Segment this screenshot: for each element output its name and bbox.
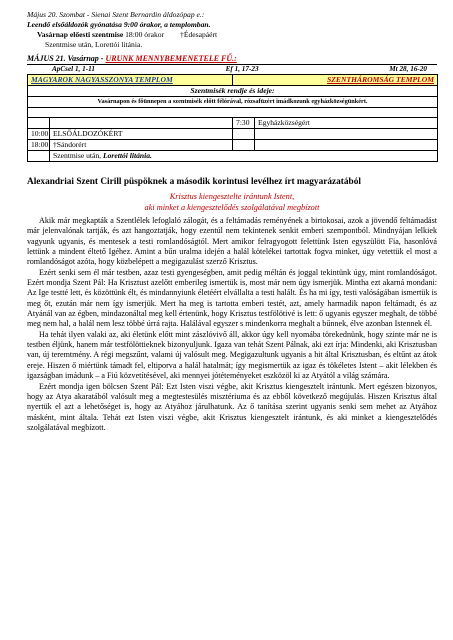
schedule-time: 10:00 (28, 129, 50, 140)
schedule-note-spacer (28, 151, 50, 162)
mass-schedule-table (27, 74, 438, 162)
saturday-title: Május 20. Szombat - Sienai Szent Bernardin áldozópap e.: (27, 10, 205, 19)
schedule-order-note: Vasárnapon és főünnepen a szentmisék előtt félórával, rózsafüzért imádkozunk egyházközségünkért. (28, 97, 438, 108)
eve-mass-intention: †Édesapáért (180, 30, 218, 39)
article-subtitle-line-2: aki minket a kiengesztelődés szolgálatával megbízott (144, 202, 320, 212)
sunday-date: MÁJUS 21. Vasárnap - (27, 54, 106, 63)
reading-gospel: Mt 28, 16-20 (389, 65, 427, 73)
schedule-text: †Sándorért (50, 140, 233, 151)
after-note-prefix: Szentmise után, (53, 151, 103, 160)
eve-mass-after-note: Szentmise után, Lorettói litánia. (45, 40, 143, 49)
schedule-time-right (233, 140, 255, 151)
confession-notice: Leendő elsőáldozók gyónatása 9:00 órakor, a templomban. (27, 20, 211, 29)
schedule-text: ELSŐÁLDOZÓKÉRT (50, 129, 233, 140)
schedule-text-right (255, 140, 438, 151)
schedule-text (50, 118, 233, 129)
schedule-order-heading: Szentmisék rendje és ideje: (28, 86, 438, 97)
schedule-time: 18:00 (28, 140, 50, 151)
schedule-time-right (233, 129, 255, 140)
schedule-text-right: Egyházközségért (255, 118, 438, 129)
eve-mass-time: 18:00 órakor (123, 30, 165, 39)
article-title: Alexandriai Szent Cirill püspöknek a második korintusi levélhez írt magyarázatából (27, 177, 361, 187)
article-paragraph: Akik már megkapták a Szentlélek lefoglaló zálogát, és a feltámadás reményének a birtokosai, azok a jövendő feltámadást már jelenvalónak tartják, és azt hangoztatják, hogy ezentúl nem tekintenek senkit emberi szempontból. Mindnyájan lelkiek vagyunk ugyanis, és mentesek a testi romlandóságtól. Mert amikor felragyogott felettünk Isten egyszülött Fia, hasonlóvá lettünk a mindent éltető Igéhez. Amint a bűn uralma idején a halál kötelékei tartottak fogva minket, úgy vetettük el most a romlandóságot azóta, hogy közbelépett a megigazulást szerző Krisztus. (27, 216, 437, 267)
article-paragraph: Ezért mondja igen bölcsen Szent Pál: Ezt Isten viszi végbe, akit Krisztus kiengesztelt irántunk. Mert egészen bizonyos, hogy az Atya akaratából valósult meg a megtestesülés misztériuma és az ebből következő megújulás. Hiszen Krisztus által nyertük el azt a lehetőséget is, hogy az Atyához járulhatunk. Az ő tanítása szerint ugyanis senki sem mehet az Atyához másként, mint általa. Tehát ezt Isten viszi végbe, akit Krisztus kiengesztelt irántunk, és aki minket a kiengesztelődés szolgálatával megbízott. (27, 381, 437, 432)
schedule-row (28, 129, 438, 140)
reading-second: Ef 1, 17-23 (225, 65, 259, 73)
schedule-row (28, 118, 438, 129)
eve-mass-line (27, 30, 437, 40)
article-paragraph: Ha tehát ilyen valaki az, aki életünk előtt mint zászlóvivő áll, akkor úgy kell nyomába törekednünk, hogy szinte már ne is testben éljünk, hanem már testfölöttieknek bizonyuljunk. Igaza van tehát Szent Pálnak, aki ezt írja: Mindenki, aki Krisztusban van, új teremtmény. A régi megszűnt, valami új valósult meg. Megigazultunk ugyanis a hit által Krisztusban, és eltűnt az átok ereje. Hiszen ő miértünk támadt fel, eltiporva a halál hatalmát; így megismertük az igaz és tökéletes Istent – akit lélekben és igazságban imádunk – a Fiú közvetítésével, aki mennyei jótéteményeket eszközöl ki az Atyától a világ számára. (27, 329, 437, 381)
sunday-readings (27, 64, 437, 74)
church-left-name: MAGYAROK NAGYASSZONYA TEMPLOM (28, 75, 233, 86)
after-note-litany: Lorettói litánia. (102, 151, 152, 160)
sunday-heading (27, 54, 437, 64)
church-right-name: SZENTHÁROMSÁG TEMPLOM (233, 75, 438, 86)
bulletin-page (27, 10, 437, 433)
article-subtitle (27, 192, 437, 213)
sunday-feast: URUNK MENNYBEMENETELE FŰ.: (105, 54, 237, 63)
article-subtitle-line-1: Krisztus kiengesztelte irántunk Istent, (169, 192, 295, 201)
schedule-row (28, 140, 438, 151)
schedule-time (28, 118, 50, 129)
schedule-after-note (50, 151, 438, 162)
reading-first: ApCsel 1, 1-11 (52, 65, 95, 73)
article-paragraph: Ezért senki sem él már testben, azaz testi gyengeségben, amit pedig méltán és joggal tekintünk úgy, mint romlandóságot. Ezért mondja Szent Pál: Ha Krisztust azelőtt emberileg ismertük is, most már nem úgy ismerjük. Mintha ezt akarná mondani: Az Ige testté lett, és közöttünk élt, és mindannyiunk életéért elvállalta a testi halált. És ha mi így, testi valóságában ismertük is meg őt, ezután már nem így ismerjük. Mert ha meg is tartotta emberi testét, azt, amely harmadik napon feltámadt, és az Atyánál van az égben, mindazonáltal meg kell értenünk, hogy Krisztus testfölötivé is lett: ő ugyanis egyszer meghalt, de többé meg nem hal, a halál nem lesz többé úrrá rajta. Halálával egyszer s mindenkorra meghalt a bűnnek, élve azonban Istennek él. (27, 267, 437, 329)
schedule-text-right (255, 129, 438, 140)
schedule-blank-row (28, 108, 438, 118)
schedule-time-right: 7:30 (233, 118, 255, 129)
eve-mass-label: Vasárnap előesti szentmise (37, 30, 124, 39)
